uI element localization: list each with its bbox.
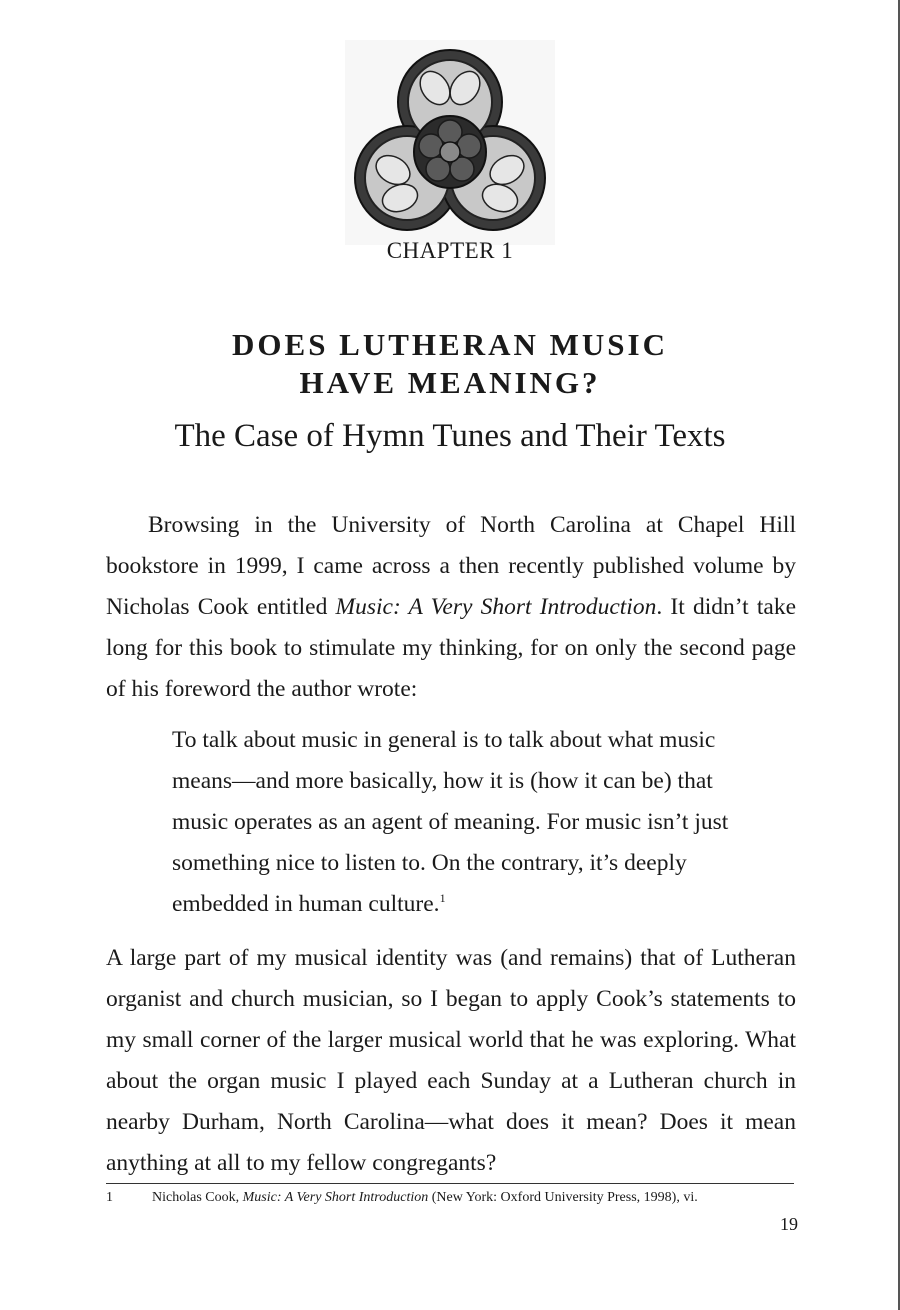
trefoil-rose-window-ornament: [345, 40, 555, 245]
body-paragraph-2: A large part of my musical identity was (and remains) that of Lutheran organist and church musician, so I began to apply Cook’s statements to my small corner of the larger musical world that he was exploring. What about the organ music I played each Sunday at a Lutheran church in nearby Durham, North Carolina—what does it mean? Does it mean anything at all to my fellow congregants?: [106, 945, 796, 1176]
book-title-citation: Music: A Very Short Introduction: [335, 594, 657, 620]
footnote-publication: (New York: Oxford University Press, 1998), vi.: [428, 1190, 698, 1205]
paragraph-1-text-end: . It didn’t take long for this book to stimulate my thinking, for on only the second page of his foreword the author wrote:: [106, 594, 796, 702]
chapter-title-line-2: HAVE MEANING?: [299, 365, 601, 400]
chapter-subtitle: The Case of Hymn Tunes and Their Texts: [174, 418, 726, 454]
block-quote: [172, 720, 732, 925]
paragraph-1-text-start: Browsing in the University of North Carolina at Chapel Hill bookstore in 1999, I came across a then recently published volume by Nicholas Cook entitled: [106, 512, 796, 620]
chapter-title-line-1: DOES LUTHERAN MUSIC: [232, 327, 668, 362]
footnote: [106, 1188, 796, 1208]
footnote-number: 1: [106, 1190, 113, 1205]
footnote-divider: [106, 1183, 794, 1184]
footnote-title: Music: A Very Short Introduction: [242, 1190, 429, 1205]
footnote-reference: 1: [439, 891, 446, 906]
footnote-author: Nicholas Cook,: [152, 1190, 243, 1205]
chapter-title: [0, 326, 900, 402]
block-quote-text: To talk about music in general is to talk about what music means—and more basically, how it is (how it can be) that music operates as an agent of meaning. For music isn’t just something nice to listen to. On the contrary, it’s deeply embedded in human culture.: [172, 727, 729, 917]
page-number: 19: [780, 1214, 798, 1234]
chapter-label: CHAPTER 1: [386, 238, 514, 263]
body-paragraph-1: [106, 505, 796, 710]
